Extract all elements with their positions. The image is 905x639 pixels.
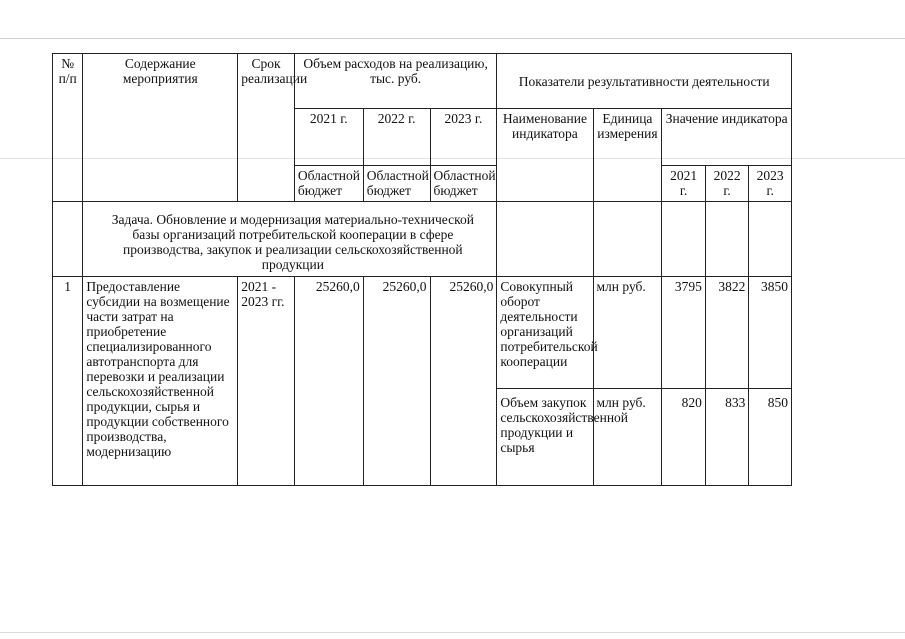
row-expense-2021: 25260,0 (294, 277, 363, 486)
header-year-2022: 2022 г. (363, 109, 430, 166)
row-expense-2022: 25260,0 (363, 277, 430, 486)
indicator-2-value-2023: 850 (749, 389, 792, 486)
indicator-1-value-2021: 3795 (662, 277, 706, 389)
header-budget-2021: Областной бюджет (294, 166, 363, 202)
indicator-1-unit: млн руб. (593, 277, 662, 389)
indicators-table (52, 53, 792, 486)
scan-artifact-line (0, 38, 905, 39)
header-indicator-value: Значение индикатора (662, 109, 792, 166)
row-content: Предоставление субсидии на возмещение части затрат на приобретение специализированного автотранспорта для перевозки и реализации сельскохозяйственной продукции, сырья и продукции собственного производства, модернизацию (83, 277, 238, 486)
header-budget-2022: Областной бюджет (363, 166, 430, 202)
header-content: Содержание мероприятия (83, 54, 238, 202)
header-budget-2023: Областной бюджет (430, 166, 497, 202)
indicator-2-value-2022: 833 (705, 389, 749, 486)
header-value-year-2021: 2021 г. (662, 166, 706, 202)
header-num: № п/п (53, 54, 83, 202)
scan-artifact-line (0, 632, 905, 633)
header-unit: Единица измерения (593, 109, 662, 202)
header-indicator-name: Наименование индикатора (497, 109, 593, 202)
indicator-2-unit: млн руб. (593, 389, 662, 486)
header-expenses: Объем расходов на реализацию, тыс. руб. (294, 54, 496, 109)
header-term: Срок реализации (238, 54, 295, 202)
indicator-1-value-2022: 3822 (705, 277, 749, 389)
indicator-2-name: Объем закупок сельскохозяйственной продукции и сырья (497, 389, 593, 486)
header-year-2023: 2023 г. (430, 109, 497, 166)
row-num: 1 (53, 277, 83, 486)
header-value-year-2023: 2023 г. (749, 166, 792, 202)
row-expense-2023: 25260,0 (430, 277, 497, 486)
task-title: Задача. Обновление и модернизация материально-технической базы организаций потребительской кооперации в сфере производства, закупок и реализации сельскохозяйственной продукции (83, 202, 497, 277)
header-value-year-2022: 2022 г. (705, 166, 749, 202)
indicator-1-name: Совокупный оборот деятельности организаций потребительской кооперации (497, 277, 593, 389)
row-term: 2021 - 2023 гг. (238, 277, 295, 486)
indicator-2-value-2021: 820 (662, 389, 706, 486)
header-year-2021: 2021 г. (294, 109, 363, 166)
indicator-1-value-2023: 3850 (749, 277, 792, 389)
header-indicators: Показатели результативности деятельности (497, 54, 792, 109)
